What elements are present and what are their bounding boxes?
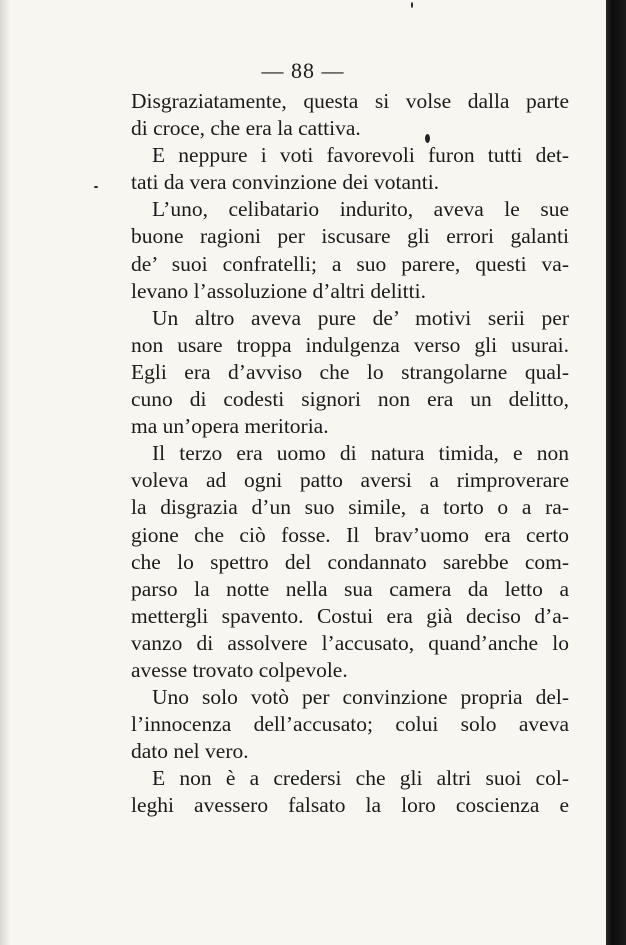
text-line: di croce, che era la cattiva. <box>131 116 361 141</box>
text-line: Disgraziatamente, questa si volse dalla parte <box>131 89 569 113</box>
text-line: dato nel vero. <box>131 739 249 764</box>
text-line: Il terzo era uomo di natura timida, e non <box>152 441 569 466</box>
text-line: Egli era d’avviso che lo strangolarne qual- <box>131 359 569 384</box>
text-line: L’uno, celibatario indurito, aveva le sue <box>152 197 569 222</box>
ink-speck <box>94 186 98 188</box>
text-line: E non è a credersi che gli altri suoi col- <box>152 766 569 791</box>
text-line: che lo spettro del condannato sarebbe com- <box>131 549 569 574</box>
body-text <box>131 88 569 820</box>
text-line: l’innocenza dell’accusato; colui solo aveva <box>131 712 569 737</box>
text-line: levano l’assoluzione d’altri delitti. <box>131 278 426 303</box>
ink-speck <box>425 134 430 143</box>
text-line: gione che ciò fosse. Il brav’uomo era certo <box>131 522 569 547</box>
book-binding-edge <box>606 0 626 945</box>
ink-speck <box>411 2 413 8</box>
text-line: non usare troppa indulgenza verso gli usurai. <box>131 332 569 357</box>
text-line: Un altro aveva pure de’ motivi serii per <box>152 305 569 330</box>
text-line: de’ suoi confratelli; a suo parere, questi va- <box>131 251 569 276</box>
text-line: voleva ad ogni patto aversi a rimproverare <box>131 468 569 493</box>
text-line: leghi avessero falsato la loro coscienza e <box>131 793 569 818</box>
text-line: buone ragioni per iscusare gli errori galanti <box>131 224 569 249</box>
text-line: avesse trovato colpevole. <box>131 657 348 682</box>
text-line: Uno solo votò per convinzione propria del- <box>152 685 569 710</box>
text-line: cuno di codesti signori non era un delitto, <box>131 387 569 412</box>
text-line: E neppure i voti favorevoli furon tutti det- <box>152 143 569 168</box>
text-line: ma un’opera meritoria. <box>131 414 329 439</box>
page-gutter-shadow <box>0 0 10 945</box>
text-line: la disgrazia d’un suo simile, a torto o a ra- <box>131 495 569 520</box>
text-line: tati da vera convinzione dei votanti. <box>131 170 440 195</box>
page-number: — 88 — <box>261 58 345 83</box>
text-line: mettergli spavento. Costui era già deciso d’a- <box>131 603 569 628</box>
text-line: vanzo di assolvere l’accusato, quand’anche lo <box>131 630 569 655</box>
text-line: parso la notte nella sua camera da letto a <box>131 576 569 601</box>
